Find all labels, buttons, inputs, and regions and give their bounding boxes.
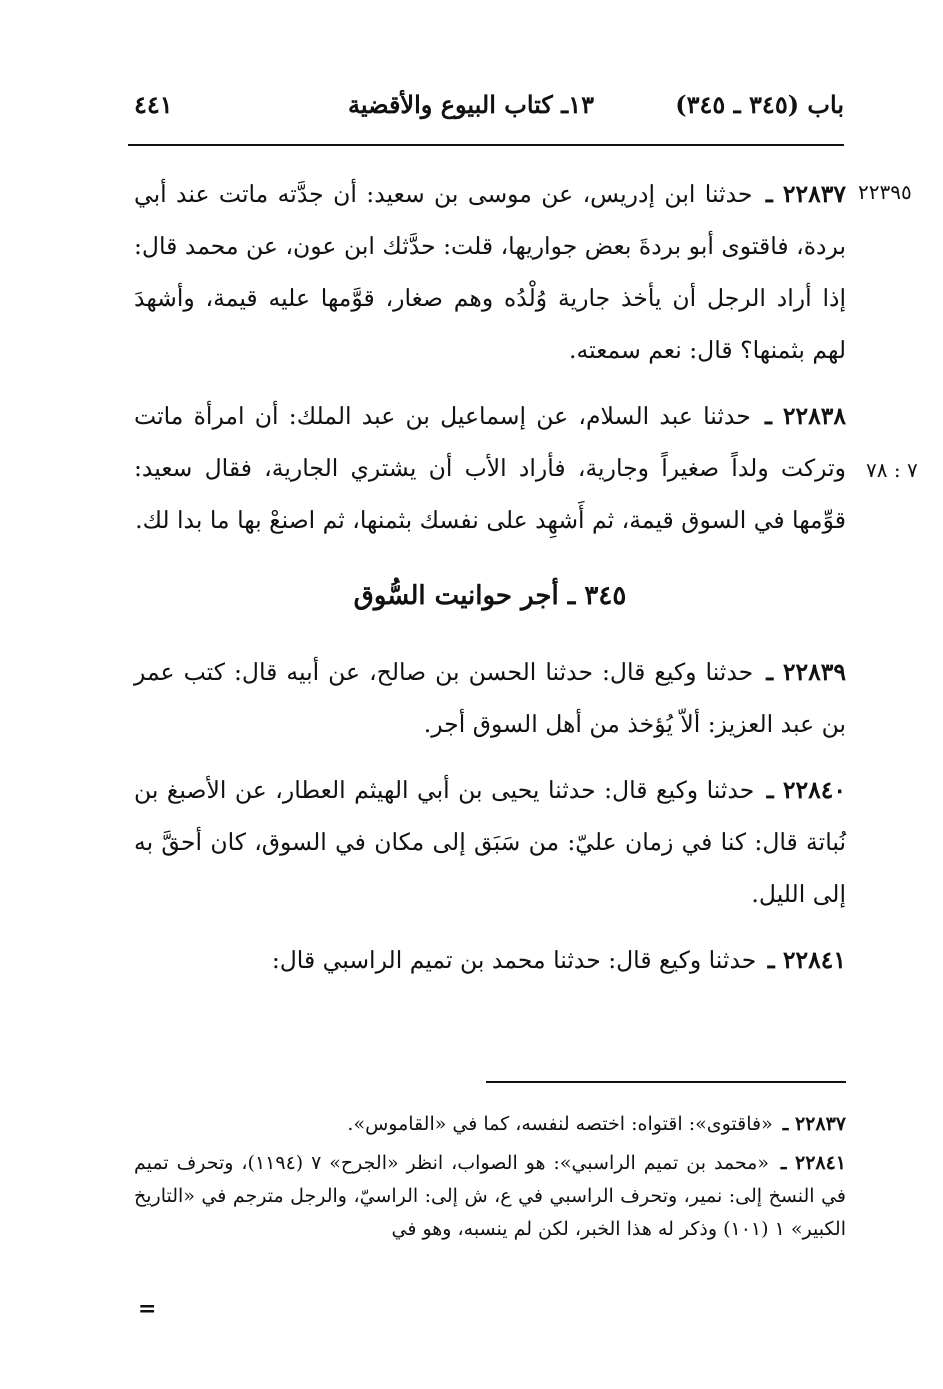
hadith-text: حدثنا وكيع قال: حدثنا الحسن بن صالح، عن أبيه قال: كتب عمر بن عبد العزيز: ألاّ يُؤخذ من أهل السوق أجر. [134, 658, 846, 738]
hadith-paragraph [134, 646, 846, 750]
continuation-mark: = [138, 1296, 157, 1322]
hadith-text: حدثنا عبد السلام، عن إسماعيل بن عبد الملك: أن امرأة ماتت وتركت ولداً صغيراً وجارية، فأراد الأب أن يشتري الجارية، فقال سعيد: قوِّمها في السوق قيمة، ثم أَشهِد على نفسك بثمنها، ثم اصنعْ بها ما بدا لك. [134, 402, 846, 534]
margin-reference-top: ٢٢٣٩٥ [858, 180, 912, 204]
chapter-heading: باب (٣٤٥ ـ ٣٤٥) [675, 90, 844, 119]
hadith-number: ٢٢٨٤٠ ـ [766, 776, 846, 804]
hadith-text: حدثنا وكيع قال: حدثنا محمد بن تميم الراسبي قال: [271, 946, 757, 974]
footnote-number: ٢٢٨٣٧ ـ [782, 1113, 846, 1135]
footnotes [134, 1108, 846, 1252]
margin-reference-volume: ٧ : ٧٨ [866, 458, 918, 482]
hadith-paragraph [134, 764, 846, 920]
hadith-text: حدثنا ابن إدريس، عن موسى بن سعيد: أن جدَّته ماتت عند أبي بردة، فاقتوى أبو بردةَ بعض جواريها، قلت: حدَّثك ابن عون، عن محمد قال: إذا أراد الرجل أن يأخذ جارية وُلْدُه وهم صغار، قوَّمها عليه قيمة، وأشهدَ لهم بثمنها؟ قال: نعم سمعته. [134, 180, 846, 364]
main-text [134, 168, 846, 986]
hadith-paragraph [134, 934, 846, 986]
hadith-paragraph [134, 390, 846, 546]
hadith-number: ٢٢٨٤١ ـ [767, 946, 846, 974]
footnote-number: ٢٢٨٤١ ـ [780, 1152, 847, 1174]
hadith-text: حدثنا وكيع قال: حدثنا يحيى بن أبي الهيثم العطار، عن الأصبغ بن نُباتة قال: كنا في زمان عليّ: من سَبَق إلى مكان في السوق، كان أحقَّ به إلى الليل. [134, 776, 846, 908]
page-number: ٤٤١ [134, 90, 173, 119]
footnote [134, 1108, 846, 1141]
hadith-number: ٢٢٨٣٩ ـ [766, 658, 846, 686]
footnote-rule [486, 1081, 846, 1083]
page-header [128, 84, 844, 132]
hadith-number: ٢٢٨٣٧ ـ [765, 180, 846, 208]
footnote [134, 1147, 846, 1246]
footnote-text: «فاقتوى»: اقتواه: اختصه لنفسه، كما في «القاموس». [347, 1113, 773, 1135]
book-title: ١٣ـ كتاب البيوع والأقضية [348, 90, 594, 119]
footnote-text: «محمد بن تميم الراسبي»: هو الصواب، انظر «الجرح» ٧ (١١٩٤)، وتحرف تميم في النسخ إلى: نمير، وتحرف الراسبي في ع، ش إلى: الراسيّ، والرجل مترجم في «التاريخ الكبير» ١ (١٠١) وذكر له هذا الخبر، لكن لم ينسبه، وهو في [134, 1152, 846, 1240]
section-title: ٣٤٥ ـ أجر حوانيت السُّوق [353, 581, 627, 611]
hadith-number: ٢٢٨٣٨ ـ [765, 402, 846, 430]
hadith-paragraph [134, 168, 846, 376]
header-rule [128, 144, 844, 146]
